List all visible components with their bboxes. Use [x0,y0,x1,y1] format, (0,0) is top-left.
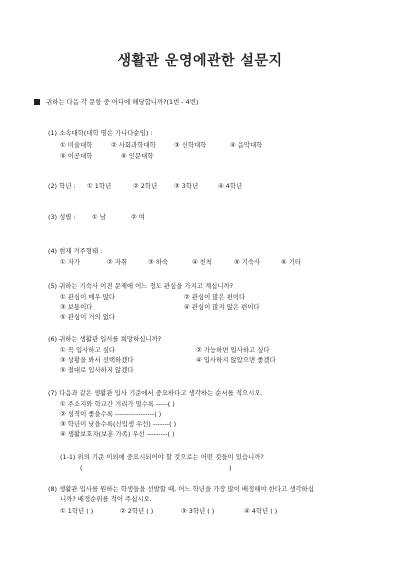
square-bullet-icon [34,99,40,105]
q8-rank-field[interactable]: ① 1학년 ( ) [60,507,94,515]
q5-option[interactable]: ④ 관심이 많지 않은 편이다 [184,303,260,311]
q5-option[interactable]: ⑤ 관심이 거의 없다 [60,313,116,321]
q8-rank-field[interactable]: ② 2학년 ( ) [120,507,154,515]
q1-option[interactable]: ③ 신학대학 [174,141,207,149]
page-title: 생활관 운영에관한 설문지 [117,53,283,69]
q2-label: (2) 학년 : [48,182,76,190]
q3-label: (3) 성별 : [48,213,76,221]
q7-1-close-paren: ) [229,464,232,472]
q4-option[interactable]: ④ 친척 [192,258,213,266]
q6-option[interactable]: ⑤ 절대로 입사하지 않겠다 [60,366,134,374]
q8-label-line2: 니까? 배정순위를 적어 주십시오. [60,495,152,503]
q6-option[interactable]: ③ 상황을 봐서 선택하겠다 [60,356,134,364]
q6-label: (6) 귀하는 생활관 입사를 희망하십니까? [48,335,162,343]
q1-option[interactable]: ② 사회과학대학 [111,141,156,149]
q5-label: (5) 귀하는 기숙사 이전 문제에 어느 정도 관심을 가지고 계십니까? [48,282,234,290]
q3-option[interactable]: ① 남 [92,213,106,221]
q2-option[interactable]: ④ 4학년 [218,182,243,190]
q7-rank-field[interactable]: ① 주소지와 학교간 거리가 멀수록 -----( ) [60,400,175,408]
q7-rank-field[interactable]: ④ 생활보호자(보훈 가족) 우선 ---------( ) [60,430,175,438]
q4-option[interactable]: ② 자취 [107,258,128,266]
q5-option[interactable]: ③ 보통이다 [60,303,93,311]
q2-option[interactable]: ② 2학년 [133,182,158,190]
q5-option[interactable]: ① 관심이 매우 많다 [60,293,116,301]
q2-option[interactable]: ③ 3학년 [174,182,199,190]
q3-option[interactable]: ② 여 [131,213,145,221]
q6-option[interactable]: ④ 입사하지 않았으면 좋겠다 [196,356,276,364]
q1-option[interactable]: ⑥ 인문대학 [121,152,154,160]
q7-label: (7) 다음과 같은 생활관 입사 기준에서 중요하다고 생각하는 순서를 적으시오. [48,389,263,397]
q7-1-label: (1-1) 위의 기준 이외에 중요시되어야 할 것으로는 어떤 것들이 있습니까? [60,453,264,461]
q7-rank-field[interactable]: ② 성적이 좋을수록 -----------------( ) [60,410,162,418]
q4-option[interactable]: ⑤ 기숙사 [234,258,261,266]
intro-instruction [34,98,198,106]
q8-label-line1: (8) 생활관 입사를 원하는 학생들을 선발할 때, 어느 학년을 가장 많이 배정해야 한다고 생각하십 [48,485,314,493]
q6-option[interactable]: ② 가능하면 입사하고 싶다 [196,346,270,354]
q1-option[interactable]: ④ 음악대학 [230,141,263,149]
q7-1-answer-field[interactable] [85,463,227,472]
q7-rank-field[interactable]: ③ 학년이 낮을수록(신입생 우선) -------( ) [60,420,177,428]
q2-option[interactable]: ① 1학년 [87,182,112,190]
q4-option[interactable]: ③ 하숙 [148,258,169,266]
q6-option[interactable]: ① 꼭 입사하고 싶다 [60,346,116,354]
q7-1-open-paren: ( [80,464,83,472]
q4-option[interactable]: ① 자가 [60,258,81,266]
q8-rank-field[interactable]: ④ 4학년 ( ) [244,507,278,515]
q1-label: (1) 소속대학(대학 명은 가나다순임) : [48,129,153,137]
q5-option[interactable]: ② 관심이 많은 편이다 [184,293,246,301]
q1-option[interactable]: ① 미술대학 [60,141,93,149]
intro-text: 귀하는 다음 각 문항 중 어디에 해당합니까?(1번 - 4번) [46,98,199,106]
q4-option[interactable]: ⑥ 기타 [281,258,302,266]
q1-option[interactable]: ⑤ 이공대학 [60,152,93,160]
q8-rank-field[interactable]: ③ 3학년 ( ) [181,507,215,515]
q4-label: (4) 현재 거주형태 : [48,247,103,255]
